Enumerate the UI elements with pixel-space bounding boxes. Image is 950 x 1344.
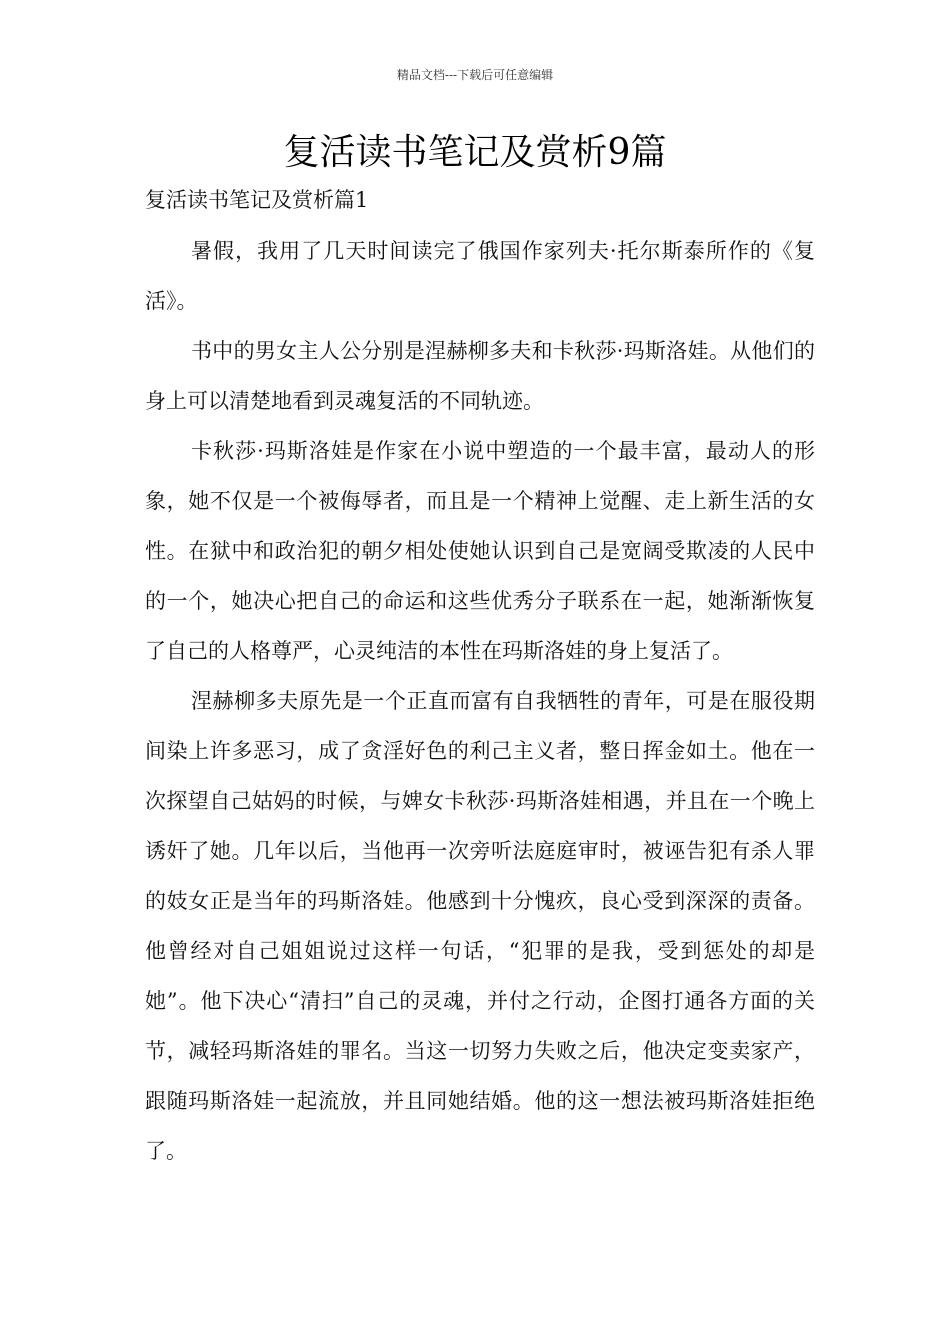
body-text xyxy=(145,226,815,1176)
paragraph-2: 书中的男女主人公分别是涅赫柳多夫和卡秋莎·玛斯洛娃。从他们的身上可以清楚地看到灵魂复活的不同轨迹。 xyxy=(145,339,815,413)
document-title: 复活读书笔记及赏析9篇 xyxy=(283,132,667,173)
paragraph-1: 暑假，我用了几天时间读完了俄国作家列夫·托尔斯泰所作的《复活》。 xyxy=(145,239,815,313)
paragraph-3: 卡秋莎·玛斯洛娃是作家在小说中塑造的一个最丰富，最动人的形象，她不仅是一个被侮辱者，而且是一个精神上觉醒、走上新生活的女性。在狱中和政治犯的朝夕相处使她认识到自己是宽阔受欺凌的人民中的一个，她决心把自己的命运和这些优秀分子联系在一起，她渐渐恢复了自己的人格尊严，心灵纯洁的本性在玛斯洛娃的身上复活了。 xyxy=(145,439,815,663)
page-header: 精品文档---下载后可任意编辑 xyxy=(396,68,554,82)
section-heading: 复活读书笔记及赏析篇1 xyxy=(145,188,369,212)
paragraph-4: 涅赫柳多夫原先是一个正直而富有自我牺牲的青年，可是在服役期间染上许多恶习，成了贪淫好色的利己主义者，整日挥金如土。他在一次探望自己姑妈的时候，与婢女卡秋莎·玛斯洛娃相遇，并且在一个晚上诱奸了她。几年以后，当他再一次旁听法庭庭审时，被诬告犯有杀人罪的妓女正是当年的玛斯洛娃。他感到十分愧疚，良心受到深深的责备。他曾经对自己姐姐说过这样一句话，“犯罪的是我，受到惩处的却是她”。他下决心“清扫”自己的灵魂，并付之行动，企图打通各方面的关节，减轻玛斯洛娃的罪名。当这一切努力失败之后，他决定变卖家产，跟随玛斯洛娃一起流放，并且同她结婚。他的这一想法被玛斯洛娃拒绝了。 xyxy=(145,689,815,1163)
